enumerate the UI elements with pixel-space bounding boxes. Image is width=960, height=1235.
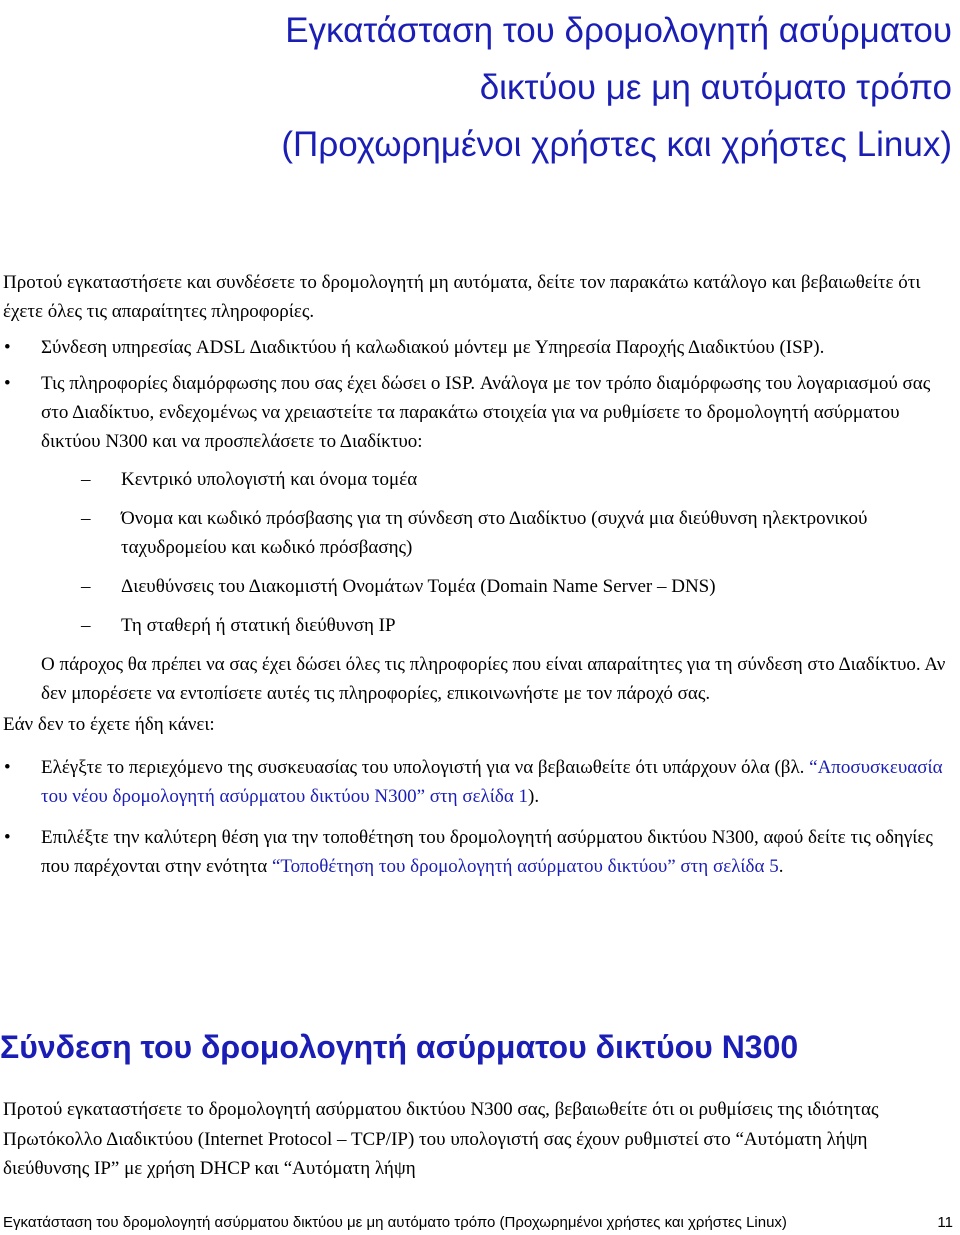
intro-paragraph: Προτού εγκαταστήσετε και συνδέσετε το δρομολογητή μη αυτόματα, δείτε τον παρακάτω κατάλογο και βεβαιωθείτε ότι έχετε όλες τις απαραίτητες πληροφορίες.: [3, 272, 921, 322]
page-footer: [3, 1210, 953, 1235]
list-item: – Όνομα και κωδικό πρόσβασης για τη σύνδεση στο Διαδίκτυο (συχνά μια διεύθυνση ηλεκτρονικού ταχυδρομείου και κωδικό πρόσβασης): [41, 504, 955, 562]
list-item-text: Επιλέξτε την καλύτερη θέση για την τοποθέτηση του δρομολογητή ασύρματου δικτύου N300, αφού δείτε τις οδηγίες που παρέχονται στην ενότητα: [41, 827, 933, 877]
section-heading: Σύνδεση του δρομολογητή ασύρματου δικτύου N300: [0, 1029, 799, 1065]
isp-info-list: [41, 465, 955, 640]
page-title-line-1: Εγκατάσταση του δρομολογητή ασύρματου: [285, 11, 952, 50]
unpacking-link[interactable]: “Αποσυσκευασία του νέου δρομολογητή ασύρματου δικτύου N300” στη σελίδα 1: [41, 757, 943, 807]
list-item: [0, 753, 955, 811]
list-item-text: Τις πληροφορίες διαμόρφωσης που σας έχει δώσει ο ISP. Ανάλογα με τον τρόπο διαμόρφωσης του λογαριασμού σας στο Διαδίκτυο, ενδεχομένως να χρειαστείτε τα παρακάτω στοιχεία για να ρυθμίσετε το δρομολογητή ασύρματου δικτύου N300 και να προσπελάσετε το Διαδίκτυο:: [41, 373, 931, 452]
list-item: – Τη σταθερή ή στατική διεύθυνση IP: [41, 611, 955, 640]
page-title-line-2: δικτύου με μη αυτόματο τρόπο: [479, 68, 952, 107]
requirements-list: [0, 333, 955, 640]
isp-note-paragraph: Ο πάροχος θα πρέπει να σας έχει δώσει όλες τις πληροφορίες που είναι απαραίτητες για τη σύνδεση στο Διαδίκτυο. Αν δεν μπορέσετε να εντοπίσετε αυτές τις πληροφορίες, επικοινωνήστε με τον πάροχό σας.: [41, 654, 946, 704]
list-item: – Διευθύνσεις του Διακομιστή Ονομάτων Τομέα (Domain Name Server – DNS): [41, 572, 955, 601]
page-number: 11: [937, 1214, 953, 1231]
list-item-text: .: [778, 856, 784, 877]
placement-link[interactable]: “Τοποθέτηση του δρομολογητή ασύρματου δικτύου” στη σελίδα 5: [271, 856, 779, 877]
section-paragraph: Προτού εγκαταστήσετε το δρομολογητή ασύρματου δικτύου N300 σας, βεβαιωθείτε ότι οι ρυθμίσεις της ιδιότητας Πρωτόκολλο Διαδικτύου (Internet Protocol – TCP/IP) του υπολογιστή σας έχουν ρυθμιστεί στο “Αυτόματη λήψη διεύθυνσης IP” με χρήση DHCP και “Αυτόματη λήψη: [3, 1099, 879, 1179]
list-item-text: ).: [528, 786, 540, 807]
page-title-line-3: (Προχωρημένοι χρήστες και χρήστες Linux): [281, 125, 952, 164]
list-item-text: Ελέγξτε το περιεχόμενο της συσκευασίας του υπολογιστή για να βεβαιωθείτε ότι υπάρχουν όλα (βλ.: [41, 757, 810, 778]
list-item: • Σύνδεση υπηρεσίας ADSL Διαδικτύου ή καλωδιακού μόντεμ με Υπηρεσία Παροχής Διαδικτύου (ISP).: [0, 333, 955, 362]
list-item: – Κεντρικό υπολογιστή και όνομα τομέα: [41, 465, 955, 494]
todo-list: [0, 753, 955, 881]
page-title: [0, 2, 952, 173]
list-item: [0, 823, 955, 881]
list-item: [0, 369, 955, 640]
if-not-done-paragraph: Εάν δεν το έχετε ήδη κάνει:: [3, 714, 215, 735]
main-content: [0, 268, 955, 893]
footer-text: Εγκατάσταση του δρομολογητή ασύρματου δικτύου με μη αυτόματο τρόπο (Προχωρημένοι χρήστες και χρήστες Linux): [3, 1214, 787, 1231]
